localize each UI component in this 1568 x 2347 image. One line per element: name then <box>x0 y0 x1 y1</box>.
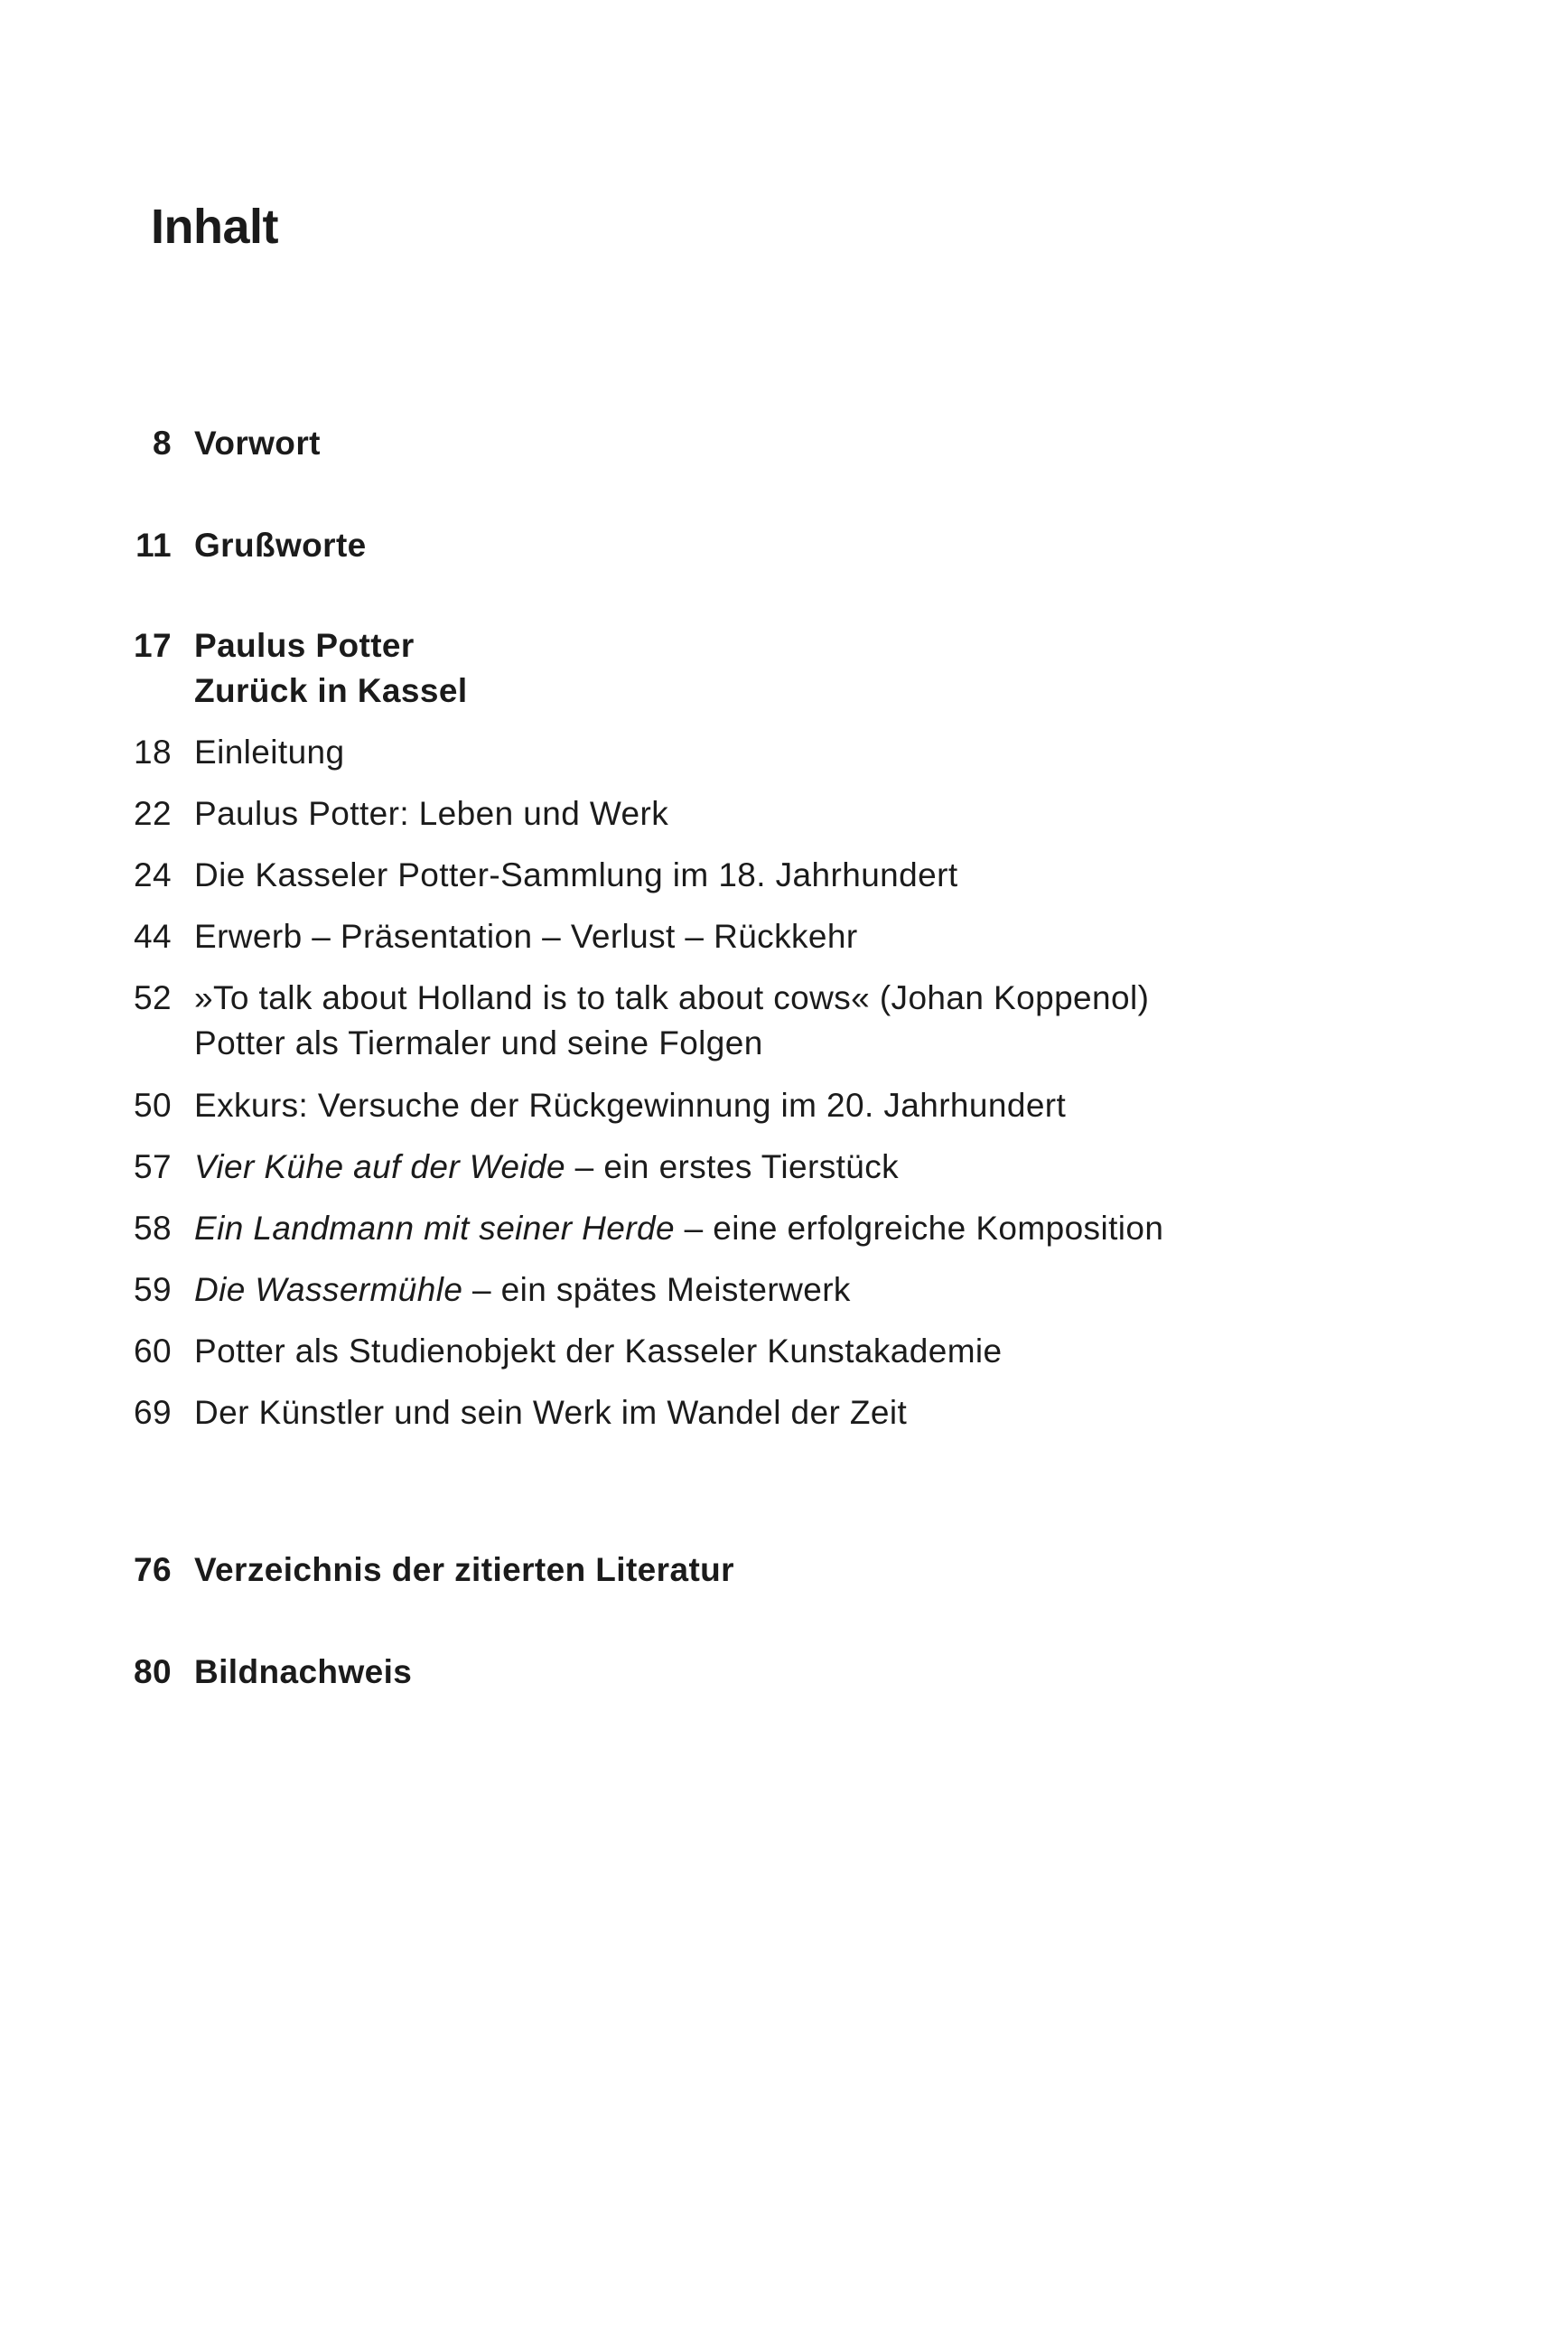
toc-entry-title: Grußworte <box>194 527 367 564</box>
toc-entry-wassermuehle[interactable] <box>0 1267 1445 1313</box>
toc-entry-title-rest: – eine erfolgreiche Komposition <box>674 1210 1164 1247</box>
toc-entry-bildnachweis[interactable] <box>0 1650 1445 1695</box>
toc-entry-holland-cows[interactable] <box>0 976 1445 1066</box>
toc-entry-title: Vorwort <box>194 425 321 462</box>
toc-page-number: 24 <box>134 856 172 893</box>
toc-page-number: 44 <box>134 918 172 955</box>
toc-page-number: 52 <box>134 979 172 1016</box>
toc-entry-title <box>194 1206 1445 1251</box>
toc-entry-title: Paulus Potter: Leben und Werk <box>194 795 669 832</box>
toc-entry-title: Verzeichnis der zitierten Literatur <box>194 1551 734 1588</box>
toc-entry-grussworte[interactable] <box>0 523 1445 568</box>
toc-page-number: 76 <box>134 1551 172 1588</box>
toc-entry-work-title: Vier Kühe auf der Weide <box>194 1148 565 1185</box>
toc-entry-title <box>194 1145 1445 1190</box>
toc-entry-title-line: »To talk about Holland is to talk about cows« (Johan Koppenol) <box>194 979 1150 1016</box>
toc-page-number: 11 <box>135 527 172 564</box>
toc-page-number: 80 <box>134 1653 172 1690</box>
toc-entry-title: Der Künstler und sein Werk im Wandel der Zeit <box>194 1394 908 1431</box>
toc-entry-studienobjekt[interactable] <box>0 1329 1445 1374</box>
toc-entry-title: Einleitung <box>194 734 345 771</box>
toc-page-number: 18 <box>134 734 172 771</box>
toc-entry-wandel-der-zeit[interactable] <box>0 1390 1445 1435</box>
toc-entry-title: Bildnachweis <box>194 1653 413 1690</box>
toc-page-number: 69 <box>134 1394 172 1431</box>
toc-entry-vier-kuehe[interactable] <box>0 1145 1445 1190</box>
toc-entry-title: Exkurs: Versuche der Rückgewinnung im 20. Jahrhundert <box>194 1087 1067 1124</box>
toc-entry-potter-sammlung[interactable] <box>0 853 1445 898</box>
toc-page-number: 59 <box>134 1271 172 1308</box>
toc-entry-paulus-potter[interactable] <box>0 623 1445 714</box>
toc-entry-title-rest: – ein erstes Tierstück <box>565 1148 900 1185</box>
toc-entry-work-title: Die Wassermühle <box>194 1271 463 1308</box>
toc-page-number: 58 <box>134 1210 172 1247</box>
toc-entry-work-title: Ein Landmann mit seiner Herde <box>194 1210 675 1247</box>
toc-entry-subtitle-line: Potter als Tiermaler und seine Folgen <box>194 1024 763 1061</box>
toc-entry-title: Potter als Studienobjekt der Kasseler Kunstakademie <box>194 1332 1003 1370</box>
page-title: Inhalt <box>151 200 278 254</box>
toc-page-number: 22 <box>134 795 172 832</box>
toc-entry-title <box>194 976 1445 1066</box>
toc-entry-exkurs[interactable] <box>0 1083 1445 1128</box>
toc-entry-title: Die Kasseler Potter-Sammlung im 18. Jahrhundert <box>194 856 958 893</box>
toc-entry-title-line: Paulus Potter <box>194 627 415 664</box>
toc-entry-einleitung[interactable] <box>0 730 1445 775</box>
toc-entry-leben-und-werk[interactable] <box>0 791 1445 837</box>
toc-page-number: 57 <box>134 1148 172 1185</box>
toc-entry-title-rest: – ein spätes Meisterwerk <box>462 1271 851 1308</box>
toc-page-number: 50 <box>134 1087 172 1124</box>
toc-entry-title <box>194 1267 1445 1313</box>
toc-page-number: 17 <box>134 627 172 664</box>
toc-entry-title <box>194 623 1445 714</box>
toc-page-number: 60 <box>134 1332 172 1370</box>
toc-page-number: 8 <box>153 425 172 462</box>
toc-entry-title: Erwerb – Präsentation – Verlust – Rückkehr <box>194 918 858 955</box>
toc-entry-subtitle-line: Zurück in Kassel <box>194 672 468 709</box>
toc-entry-landmann[interactable] <box>0 1206 1445 1251</box>
toc-entry-literatur[interactable] <box>0 1548 1445 1593</box>
toc-entry-erwerb[interactable] <box>0 914 1445 959</box>
toc-entry-vorwort[interactable] <box>0 421 1445 466</box>
